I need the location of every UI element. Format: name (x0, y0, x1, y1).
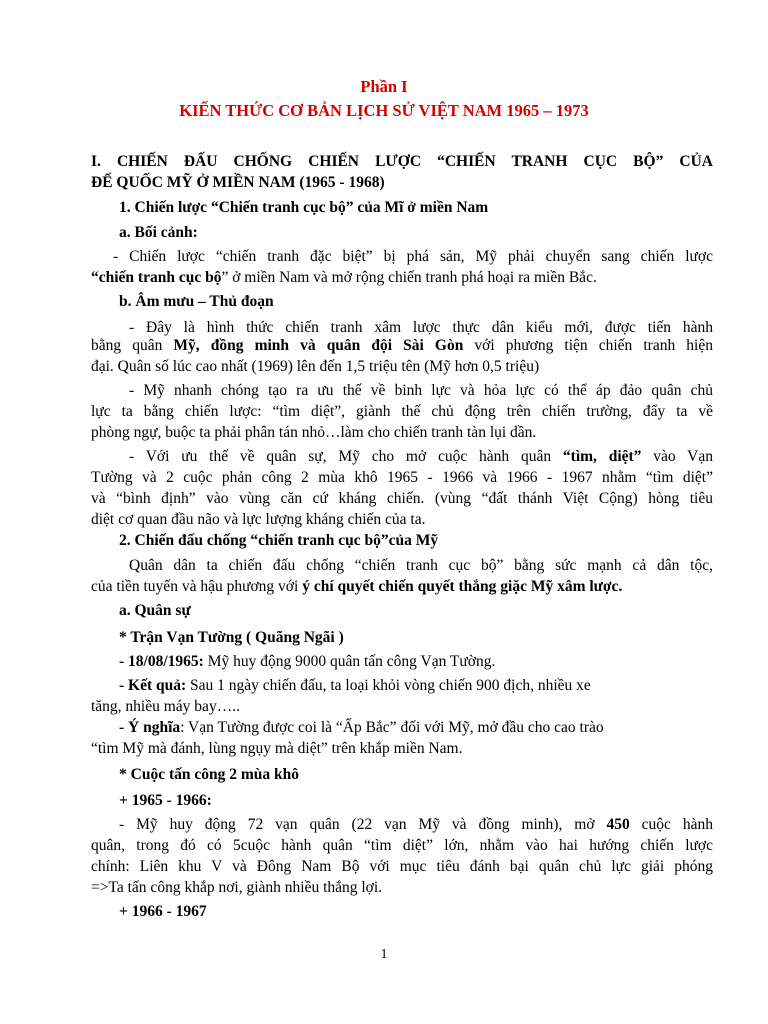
section-heading-cont: ĐẾ QUỐC MỸ Ở MIỀN NAM (1965 - 1968) (91, 174, 385, 191)
paragraph-line: lực ta bằng chiến lược: “tìm diệt”, giành thế chủ động trên chiến trường, đẩy ta về (91, 403, 713, 420)
bold-phrase: ý chí quyết chiến quyết thắng giặc Mỹ xâm lược. (302, 578, 623, 595)
dry-season-1-heading: + 1965 - 1966: (119, 792, 212, 809)
text-run: ” ở miền Nam và mở rộng chiến tranh phá hoại ra miền Bắc. (221, 269, 597, 286)
subsection-2-heading: 2. Chiến đấu chống “chiến tranh cục bộ”của Mỹ (119, 532, 439, 549)
text-run: - Với ưu thế về quân sự, Mỹ cho mở cuộc hành quân (129, 448, 563, 465)
paragraph-line: và “bình định” vào vùng căn cứ kháng chiến. (vùng “đất thánh Việt Cộng) hòng tiêu (91, 490, 713, 507)
dry-season-heading: * Cuộc tấn công 2 mùa khô (119, 766, 299, 783)
section-heading: I. CHIẾN ĐẤU CHỐNG CHIẾN LƯỢC “CHIẾN TRANH CỤC BỘ” CỦA (91, 153, 713, 170)
document-title: KIẾN THỨC CƠ BẢN LỊCH SỬ VIỆT NAM 1965 – 1973 (179, 101, 589, 120)
bold-phrase: - Ý nghĩa (119, 719, 181, 736)
paragraph-line: Quân dân ta chiến đấu chống “chiến tranh cục bộ” bằng sức mạnh cả dân tộc, (129, 557, 713, 574)
text-run: với phương tiện chiến tranh hiện (463, 337, 713, 354)
strategy-heading: b. Âm mưu – Thủ đoạn (119, 293, 274, 310)
paragraph-line (119, 676, 591, 696)
paragraph-line: chính: Liên khu V và Đông Nam Bộ với mục tiêu đánh bại quân chủ lực giải phóng (91, 858, 713, 875)
paragraph-line: - Mỹ nhanh chóng tạo ra ưu thế về binh lực và hỏa lực có thể áp đảo quân chủ (129, 382, 713, 399)
paragraph-line (91, 268, 597, 288)
bold-phrase: “tìm, diệt” (562, 448, 642, 465)
text-run: Sau 1 ngày chiến đấu, ta loại khỏi vòng chiến 900 địch, nhiều xe (186, 677, 591, 694)
text-run: : Vạn Tường được coi là “Ấp Bắc” đối với Mỹ, mở đầu cho cao trào (180, 719, 604, 736)
paragraph-line: phòng ngự, buộc ta phải phân tán nhỏ…làm cho chiến tranh tàn lụi dần. (91, 424, 537, 441)
dry-season-2-heading: + 1966 - 1967 (119, 903, 207, 920)
subsection-1-heading: 1. Chiến lược “Chiến tranh cục bộ” của Mĩ ở miền Nam (119, 199, 489, 216)
text-run: Mỹ huy động 9000 quân tấn công Vạn Tường. (203, 653, 496, 670)
military-heading: a. Quân sự (119, 602, 191, 619)
paragraph-line: tăng, nhiều máy bay….. (91, 698, 240, 715)
bold-phrase: 450 (606, 816, 630, 833)
paragraph-line (91, 577, 622, 597)
part-heading: Phần I (360, 77, 408, 96)
text-run: bằng quân (91, 337, 174, 354)
paragraph-line: “tìm Mỹ mà đánh, lùng ngụy mà diệt” trên khắp miền Nam. (91, 740, 463, 757)
text-run: - Mỹ huy động 72 vạn quân (22 vạn Mỹ và đồng minh), mở (119, 816, 607, 833)
paragraph-line: đại. Quân số lúc cao nhất (1969) lên đến 1,5 triệu tên (Mỹ hơn 0,5 triệu) (91, 358, 540, 375)
text-run: cuộc hành (629, 816, 714, 833)
context-heading: a. Bối cảnh: (119, 224, 198, 241)
paragraph-line (119, 718, 604, 738)
paragraph-line (129, 447, 713, 467)
bold-phrase: - Kết quả: (119, 677, 187, 694)
van-tuong-heading: * Trận Vạn Tường ( Quãng Ngãi ) (119, 629, 344, 646)
paragraph-line: - Đây là hình thức chiến tranh xâm lược thực dân kiểu mới, được tiến hành (129, 319, 713, 336)
page-number: 1 (380, 947, 388, 962)
paragraph-line (91, 336, 713, 356)
text-run: của tiền tuyến và hậu phương với (91, 578, 303, 595)
paragraph-line: diệt cơ quan đầu não và lực lượng kháng chiến của ta. (91, 511, 426, 528)
paragraph-line: quân, trong đó có 5cuộc hành quân “tìm diệt” lớn, nhằm vào hai hướng chiến lược (91, 837, 713, 854)
paragraph-line: Tường và 2 cuộc phản công 2 mùa khô 1965 - 1966 và 1966 - 1967 nhằm “tìm diệt” (91, 469, 713, 486)
paragraph-line (119, 815, 713, 835)
paragraph-line (119, 652, 495, 672)
paragraph-line: - Chiến lược “chiến tranh đặc biệt” bị phá sản, Mỹ phải chuyển sang chiến lược (113, 248, 713, 265)
bold-phrase: Mỹ, đồng minh và quân đội Sài Gòn (173, 337, 464, 354)
paragraph-line: =>Ta tấn công khắp nơi, giành nhiều thắng lợi. (91, 879, 383, 896)
bold-phrase: - 18/08/1965: (119, 653, 204, 670)
text-run: vào Vạn (641, 448, 713, 465)
bold-phrase: “chiến tranh cục bộ (91, 269, 222, 286)
